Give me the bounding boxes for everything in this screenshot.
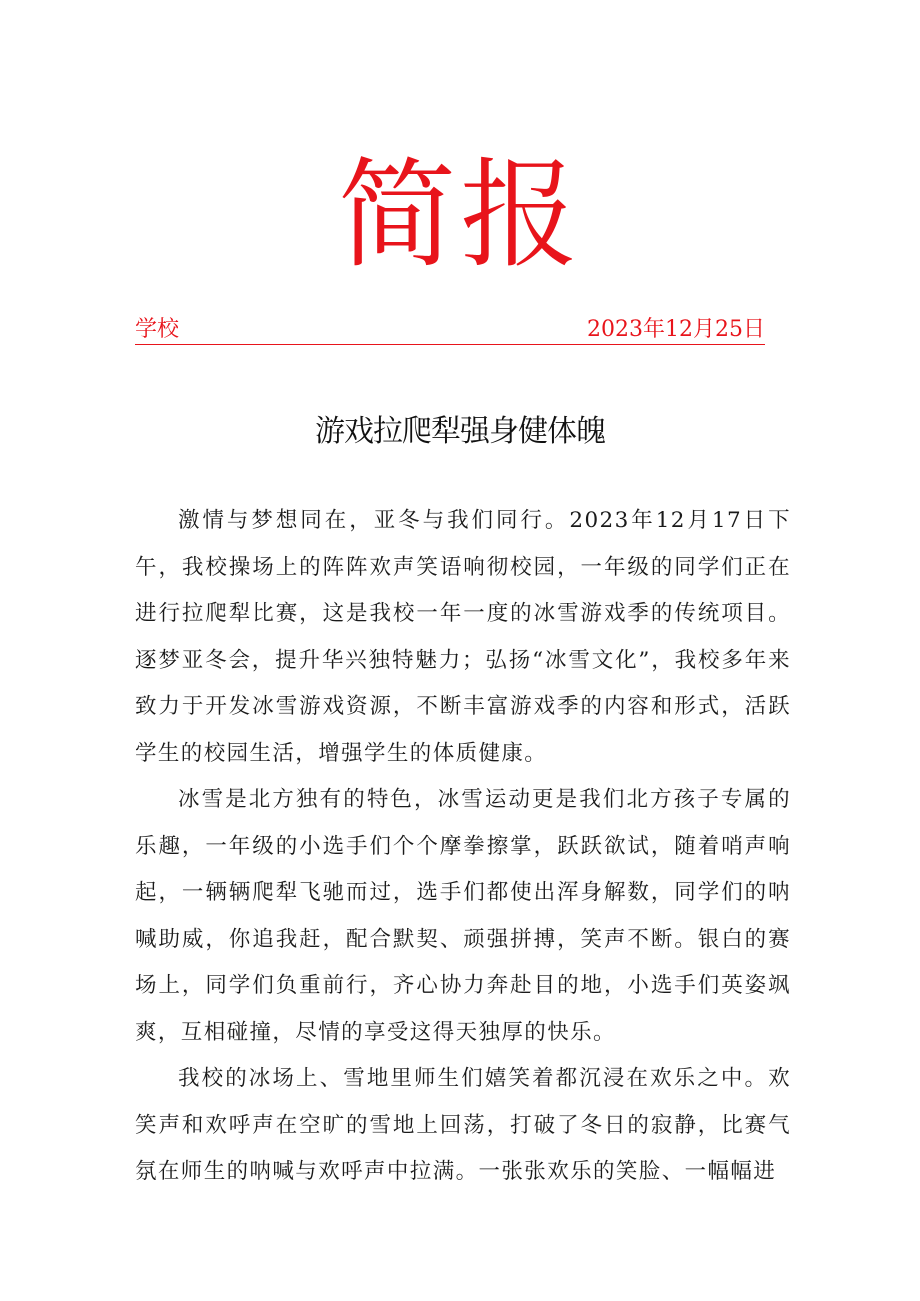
issue-date: 2023年12月25日 [587,317,765,342]
header-rule [135,316,765,345]
article-title: 游戏拉爬犁强身健体魄 [315,414,605,449]
school-name: 学校 [135,317,180,342]
paragraph-1: 激情与梦想同在，亚冬与我们同行。2023年12月17日下午，我校操场上的阵阵欢声笑语响彻校园，一年级的同学们正在进行拉爬犁比赛，这是我校一年一度的冰雪游戏季的传统项目。逐梦亚冬会，提升华兴独特魅力；弘扬“冰雪文化”，我校多年来致力于开发冰雪游戏资源，不断丰富游戏季的内容和形式，活跃学生的校园生活，增强学生的体质健康。 [135,508,791,766]
paragraph-3: 我校的冰场上、雪地里师生们嬉笑着都沉浸在欢乐之中。欢笑声和欢呼声在空旷的雪地上回荡，打破了冬日的寂静，比赛气氛在师生的呐喊与欢呼声中拉满。一张张欢乐的笑脸、一幅幅进 [135,1066,791,1184]
paragraph-2: 冰雪是北方独有的特色，冰雪运动更是我们北方孩子专属的乐趣，一年级的小选手们个个摩拳擦掌，跃跃欲试，随着哨声响起，一辆辆爬犁飞驰而过，选手们都使出浑身解数，同学们的呐喊助威，你追我赶，配合默契、顽强拼搏，笑声不断。银白的赛场上，同学们负重前行，齐心协力奔赴目的地，小选手们英姿飒爽，互相碰撞，尽情的享受这得天独厚的快乐。 [135,787,791,1045]
article-body [135,498,791,1196]
masthead-title: 简报 [337,146,582,284]
